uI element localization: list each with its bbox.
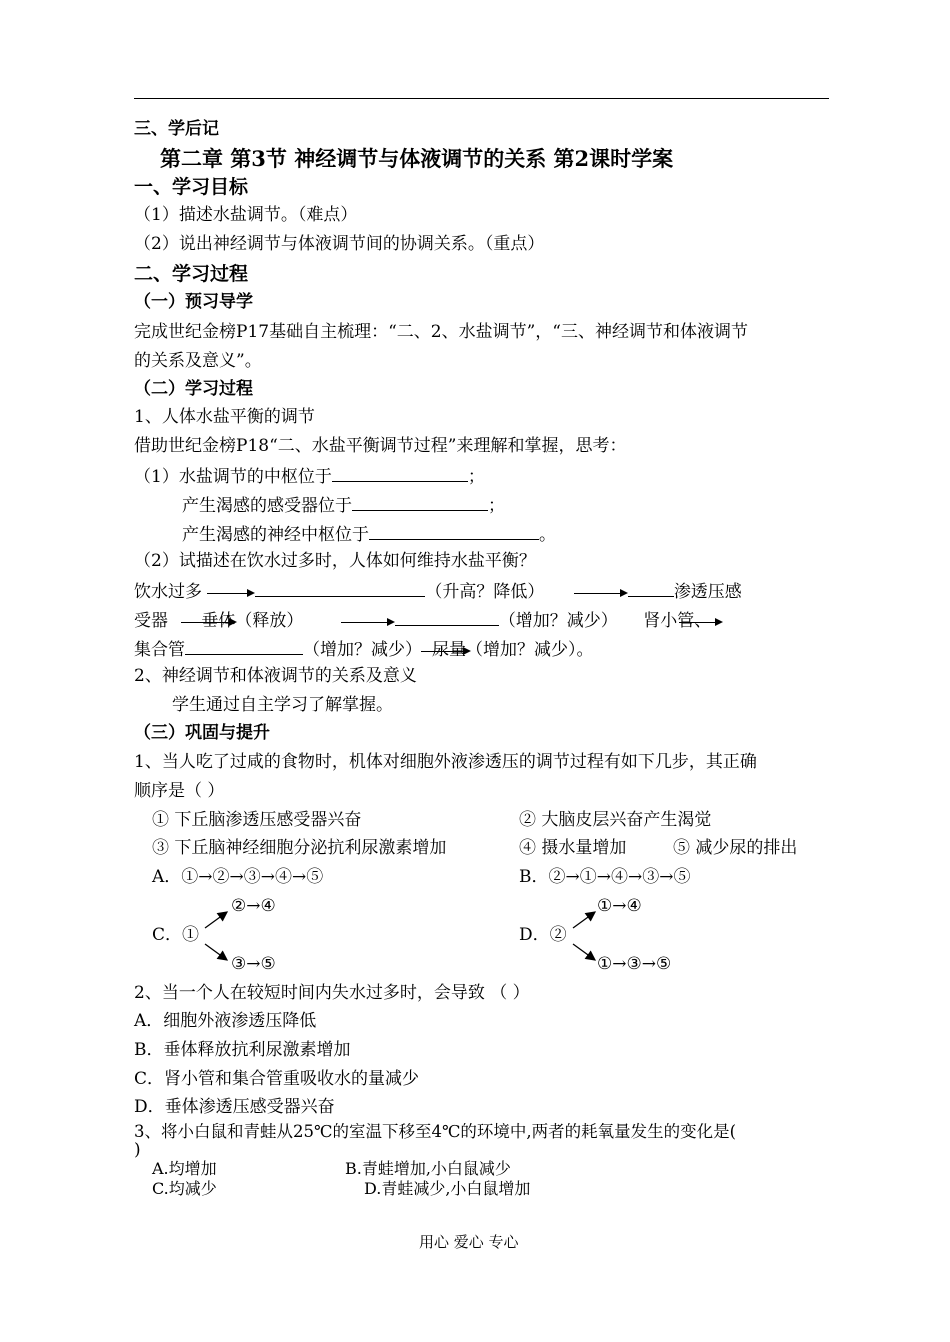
q1-step-3: ③ 下丘脑神经细胞分泌抗利尿激素增加	[152, 838, 447, 858]
study-item-1-desc: 借助世纪金榜P18“二、水盐平衡调节过程”来理解和掌握，思考：	[134, 436, 627, 456]
q1-step-5: ⑤ 减少尿的排出	[673, 838, 798, 858]
q3-line-1: 3、将小白鼠和青蛙从25℃的室温下移至4℃的环境中,两者的耗氧量发生的变化是(	[134, 1122, 737, 1141]
arrow-up-right-icon	[573, 912, 595, 928]
q1-step-2: ② 大脑皮层兴奋产生渴觉	[519, 810, 712, 830]
arrow-down-right-icon	[205, 944, 227, 960]
arrow-down-right-icon	[573, 944, 595, 960]
goal-item-2: （2）说出神经调节与体液调节间的协调关系。（重点）	[134, 234, 545, 254]
flow-line-1: 饮水过多 （升高？降低） 渗透压感	[134, 582, 742, 602]
question-1b: 产生渴感的感受器位于 ；	[182, 496, 505, 516]
q1-option-d[interactable]: D．②	[519, 925, 567, 945]
q1-step-1: ① 下丘脑渗透压感受器兴奋	[152, 810, 362, 830]
q1-line-2: 顺序是（ ）	[134, 781, 225, 801]
q3-option-c[interactable]: C.均减少	[152, 1179, 217, 1198]
q3-line-2: )	[134, 1140, 141, 1160]
study-heading: （二）学习过程	[134, 379, 253, 399]
preview-heading: （一）预习导学	[134, 292, 253, 312]
q1-option-c[interactable]: C．①	[152, 925, 200, 945]
page-footer: 用心 爱心 专心	[419, 1233, 519, 1251]
arrow-up-right-icon	[205, 912, 227, 928]
q2-option-b[interactable]: B．垂体释放抗利尿激素增加	[134, 1040, 351, 1060]
question-1c: 产生渴感的神经中枢位于 。	[182, 525, 556, 545]
question-2: （2）试描述在饮水过多时，人体如何维持水盐平衡？	[134, 551, 536, 571]
section-note: 三、学后记	[134, 119, 219, 139]
q1-line-1: 1、当人吃了过咸的食物时，机体对细胞外液渗透压的调节过程有如下几步，其正确	[134, 752, 757, 772]
study-item-2: 2、神经调节和体液调节的关系及意义	[134, 666, 417, 686]
question-1a: （1）水盐调节的中枢位于 ；	[134, 467, 485, 487]
q3-option-a[interactable]: A.均增加	[152, 1159, 217, 1178]
flow-line-3: 集合管 （增加？减少） 尿量（增加？减少）。	[134, 640, 594, 660]
q1-option-c-top: ②→④	[231, 896, 276, 916]
preview-line-1: 完成世纪金榜P17基础自主梳理：“二、2、水盐调节”，“三、神经调节和体液调节	[134, 322, 748, 342]
consolidate-heading: （三）巩固与提升	[134, 723, 270, 743]
study-item-2-desc: 学生通过自主学习了解掌握。	[172, 695, 393, 715]
q3-option-b[interactable]: B.青蛙增加,小白鼠减少	[345, 1159, 511, 1178]
q1-option-d-bottom: ①→③→⑤	[597, 954, 672, 974]
q1-option-c-bottom: ③→⑤	[231, 954, 276, 974]
q2-option-c[interactable]: C．肾小管和集合管重吸收水的量减少	[134, 1069, 420, 1089]
process-heading: 二、学习过程	[134, 263, 249, 285]
q3-option-d[interactable]: D.青蛙减少,小白鼠增加	[364, 1179, 531, 1198]
q1-option-b[interactable]: B．②→①→④→③→⑤	[519, 867, 691, 887]
q2-stem: 2、当一个人在较短时间内失水过多时，会导致 （ ）	[134, 983, 530, 1003]
page-title: 第二章 第3节 神经调节与体液调节的关系 第2课时学案	[160, 146, 674, 171]
q2-option-a[interactable]: A．细胞外液渗透压降低	[134, 1011, 317, 1031]
q1-option-d-top: ①→④	[597, 896, 642, 916]
preview-line-2: 的关系及意义”。	[134, 351, 262, 371]
q1-step-4: ④ 摄水量增加	[519, 838, 627, 858]
goals-heading: 一、学习目标	[134, 176, 249, 198]
goal-item-1: （1）描述水盐调节。（难点）	[134, 205, 358, 225]
q1-option-a[interactable]: A．①→②→③→④→⑤	[152, 867, 324, 887]
study-item-1: 1、人体水盐平衡的调节	[134, 407, 315, 427]
flow-line-2: 受器 垂体（释放） （增加？减少） 肾小管、	[134, 611, 711, 630]
q2-option-d[interactable]: D．垂体渗透压感受器兴奋	[134, 1097, 335, 1117]
